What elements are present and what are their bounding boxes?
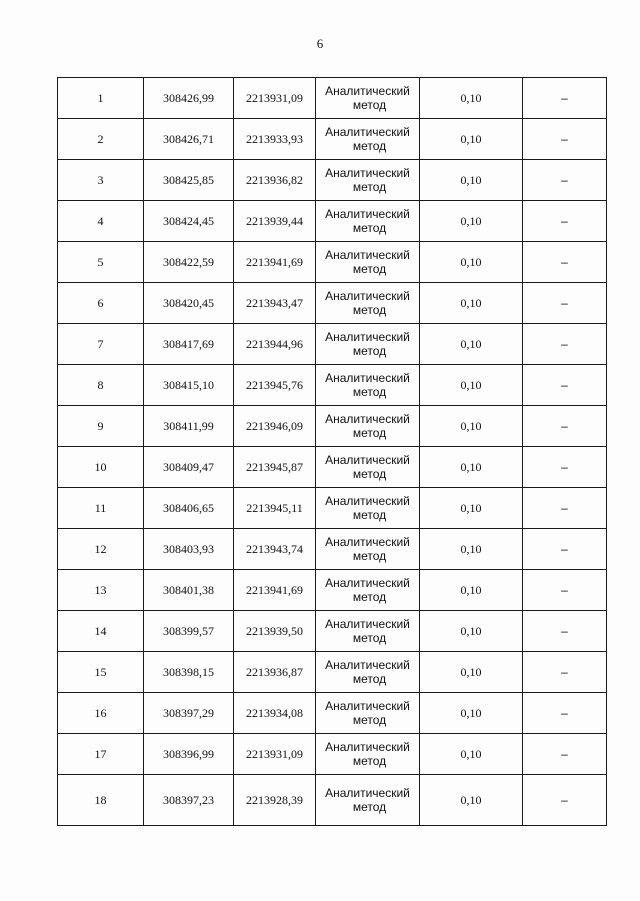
table-row	[58, 160, 607, 201]
point-number-cell: 2	[58, 119, 144, 160]
coordinate-x-cell: 308399,57	[144, 611, 234, 652]
coordinate-x-cell: 308422,59	[144, 242, 234, 283]
method-line-1: Аналитический	[325, 84, 410, 98]
table-row	[58, 365, 607, 406]
coordinate-y-cell: 2213943,74	[234, 529, 316, 570]
note-cell: –	[523, 734, 607, 775]
method-cell	[316, 324, 420, 365]
point-number-cell: 17	[58, 734, 144, 775]
coordinate-y-cell: 2213945,87	[234, 447, 316, 488]
method-line-2: метод	[352, 800, 387, 814]
method-cell	[316, 119, 420, 160]
method-cell	[316, 611, 420, 652]
coordinate-y-cell: 2213931,09	[234, 734, 316, 775]
method-cell	[316, 242, 420, 283]
table-row	[58, 734, 607, 775]
method-cell	[316, 529, 420, 570]
method-line-1: Аналитический	[325, 371, 410, 385]
coordinate-x-cell: 308396,99	[144, 734, 234, 775]
accuracy-cell: 0,10	[420, 734, 523, 775]
method-line-2: метод	[352, 754, 387, 768]
note-cell: –	[523, 775, 607, 826]
method-line-2: метод	[352, 139, 387, 153]
point-number-cell: 15	[58, 652, 144, 693]
method-cell	[316, 775, 420, 826]
method-cell	[316, 652, 420, 693]
table-row	[58, 324, 607, 365]
page-number: 6	[316, 36, 324, 51]
coordinate-y-cell: 2213931,09	[234, 78, 316, 119]
coordinate-x-cell: 308401,38	[144, 570, 234, 611]
coordinate-x-cell: 308424,45	[144, 201, 234, 242]
point-number-cell: 9	[58, 406, 144, 447]
point-number-cell: 11	[58, 488, 144, 529]
table-row	[58, 775, 607, 826]
method-line-2: метод	[352, 426, 387, 440]
note-cell: –	[523, 693, 607, 734]
accuracy-cell: 0,10	[420, 611, 523, 652]
note-cell: –	[523, 283, 607, 324]
method-cell	[316, 406, 420, 447]
point-number-cell: 16	[58, 693, 144, 734]
note-cell: –	[523, 78, 607, 119]
accuracy-cell: 0,10	[420, 406, 523, 447]
method-cell	[316, 365, 420, 406]
accuracy-cell: 0,10	[420, 365, 523, 406]
coordinate-y-cell: 2213941,69	[234, 570, 316, 611]
coordinate-x-cell: 308398,15	[144, 652, 234, 693]
coordinate-y-cell: 2213939,50	[234, 611, 316, 652]
method-line-2: метод	[352, 549, 387, 563]
method-line-2: метод	[352, 508, 387, 522]
method-line-2: метод	[352, 467, 387, 481]
table-row	[58, 611, 607, 652]
method-line-2: метод	[352, 303, 387, 317]
method-cell	[316, 78, 420, 119]
note-cell: –	[523, 242, 607, 283]
method-cell	[316, 447, 420, 488]
method-line-2: метод	[352, 262, 387, 276]
point-number-cell: 1	[58, 78, 144, 119]
table-row	[58, 242, 607, 283]
note-cell: –	[523, 611, 607, 652]
method-line-2: метод	[352, 98, 387, 112]
coordinate-y-cell: 2213946,09	[234, 406, 316, 447]
note-cell: –	[523, 406, 607, 447]
coordinate-x-cell: 308415,10	[144, 365, 234, 406]
accuracy-cell: 0,10	[420, 488, 523, 529]
method-cell	[316, 488, 420, 529]
coordinate-x-cell: 308403,93	[144, 529, 234, 570]
point-number-cell: 12	[58, 529, 144, 570]
coordinate-y-cell: 2213936,87	[234, 652, 316, 693]
table-row	[58, 570, 607, 611]
point-number-cell: 5	[58, 242, 144, 283]
method-cell	[316, 283, 420, 324]
method-line-1: Аналитический	[325, 330, 410, 344]
coordinate-y-cell: 2213944,96	[234, 324, 316, 365]
coordinate-y-cell: 2213936,82	[234, 160, 316, 201]
method-cell	[316, 734, 420, 775]
accuracy-cell: 0,10	[420, 324, 523, 365]
note-cell: –	[523, 488, 607, 529]
note-cell: –	[523, 365, 607, 406]
coordinate-y-cell: 2213933,93	[234, 119, 316, 160]
note-cell: –	[523, 160, 607, 201]
note-cell: –	[523, 570, 607, 611]
coordinates-table-body	[58, 78, 607, 826]
method-line-1: Аналитический	[325, 453, 410, 467]
accuracy-cell: 0,10	[420, 693, 523, 734]
accuracy-cell: 0,10	[420, 775, 523, 826]
table-row	[58, 488, 607, 529]
method-line-1: Аналитический	[325, 166, 410, 180]
coordinate-x-cell: 308426,71	[144, 119, 234, 160]
note-cell: –	[523, 201, 607, 242]
coordinate-y-cell: 2213945,76	[234, 365, 316, 406]
note-cell: –	[523, 529, 607, 570]
table-row	[58, 201, 607, 242]
method-cell	[316, 201, 420, 242]
table-row	[58, 78, 607, 119]
table-row	[58, 652, 607, 693]
coordinate-y-cell: 2213941,69	[234, 242, 316, 283]
point-number-cell: 8	[58, 365, 144, 406]
method-line-2: метод	[352, 672, 387, 686]
method-line-1: Аналитический	[325, 207, 410, 221]
accuracy-cell: 0,10	[420, 78, 523, 119]
method-line-2: метод	[352, 590, 387, 604]
coordinate-x-cell: 308417,69	[144, 324, 234, 365]
accuracy-cell: 0,10	[420, 242, 523, 283]
method-line-1: Аналитический	[325, 289, 410, 303]
coordinate-y-cell: 2213945,11	[234, 488, 316, 529]
method-cell	[316, 160, 420, 201]
point-number-cell: 13	[58, 570, 144, 611]
accuracy-cell: 0,10	[420, 160, 523, 201]
method-line-2: метод	[352, 344, 387, 358]
point-number-cell: 4	[58, 201, 144, 242]
table-row	[58, 119, 607, 160]
accuracy-cell: 0,10	[420, 652, 523, 693]
method-line-1: Аналитический	[325, 535, 410, 549]
method-line-1: Аналитический	[325, 658, 410, 672]
coordinate-x-cell: 308420,45	[144, 283, 234, 324]
accuracy-cell: 0,10	[420, 570, 523, 611]
note-cell: –	[523, 324, 607, 365]
coordinate-x-cell: 308409,47	[144, 447, 234, 488]
coordinate-x-cell: 308426,99	[144, 78, 234, 119]
coordinate-y-cell: 2213943,47	[234, 283, 316, 324]
note-cell: –	[523, 652, 607, 693]
table-row	[58, 406, 607, 447]
coordinate-x-cell: 308397,29	[144, 693, 234, 734]
point-number-cell: 10	[58, 447, 144, 488]
method-line-2: метод	[352, 385, 387, 399]
table-row	[58, 693, 607, 734]
table-row	[58, 529, 607, 570]
accuracy-cell: 0,10	[420, 529, 523, 570]
point-number-cell: 7	[58, 324, 144, 365]
method-line-1: Аналитический	[325, 699, 410, 713]
coordinate-y-cell: 2213939,44	[234, 201, 316, 242]
coordinate-y-cell: 2213934,08	[234, 693, 316, 734]
method-line-2: метод	[352, 221, 387, 235]
coordinate-x-cell: 308406,65	[144, 488, 234, 529]
method-line-1: Аналитический	[325, 576, 410, 590]
method-line-1: Аналитический	[325, 412, 410, 426]
note-cell: –	[523, 119, 607, 160]
method-cell	[316, 693, 420, 734]
method-line-1: Аналитический	[325, 617, 410, 631]
point-number-cell: 6	[58, 283, 144, 324]
method-line-2: метод	[352, 631, 387, 645]
point-number-cell: 18	[58, 775, 144, 826]
accuracy-cell: 0,10	[420, 119, 523, 160]
accuracy-cell: 0,10	[420, 201, 523, 242]
coordinate-y-cell: 2213928,39	[234, 775, 316, 826]
accuracy-cell: 0,10	[420, 283, 523, 324]
method-line-2: метод	[352, 180, 387, 194]
accuracy-cell: 0,10	[420, 447, 523, 488]
method-line-2: метод	[352, 713, 387, 727]
coordinates-table	[57, 77, 607, 826]
note-cell: –	[523, 447, 607, 488]
method-line-1: Аналитический	[325, 494, 410, 508]
coordinate-x-cell: 308411,99	[144, 406, 234, 447]
method-line-1: Аналитический	[325, 740, 410, 754]
method-line-1: Аналитический	[325, 248, 410, 262]
coordinate-x-cell: 308425,85	[144, 160, 234, 201]
point-number-cell: 3	[58, 160, 144, 201]
method-cell	[316, 570, 420, 611]
method-line-1: Аналитический	[325, 786, 410, 800]
table-row	[58, 447, 607, 488]
coordinate-x-cell: 308397,23	[144, 775, 234, 826]
table-row	[58, 283, 607, 324]
point-number-cell: 14	[58, 611, 144, 652]
method-line-1: Аналитический	[325, 125, 410, 139]
